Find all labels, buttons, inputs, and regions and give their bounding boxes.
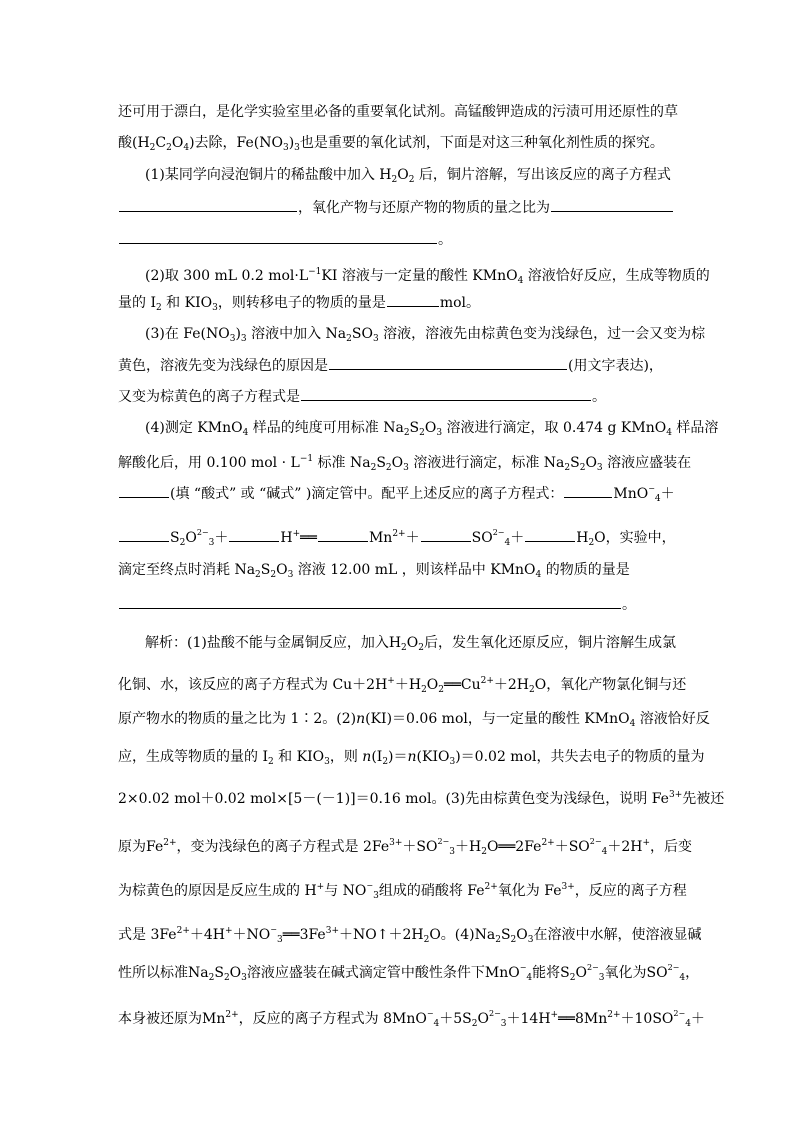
subscript: 2 <box>149 143 156 153</box>
text: ＋10SO <box>620 1011 674 1027</box>
superscript: 2+ <box>607 1010 621 1020</box>
subscript: 2 <box>155 303 162 313</box>
text: ，反应的离子方程 <box>574 883 687 899</box>
subscript: 2 <box>579 463 586 473</box>
text: 原产物水的物质的量之比为 1∶2。(2) <box>118 711 357 727</box>
superscript: + <box>550 1010 559 1020</box>
text-line <box>118 747 704 767</box>
text: S <box>170 530 180 546</box>
text: 后，发生氧化还原反应，铜片溶解生成氯 <box>424 635 676 651</box>
text: 式是 3Fe <box>118 927 177 943</box>
subscript: 2 <box>208 973 215 983</box>
text: SO <box>471 530 493 546</box>
text: S <box>376 455 386 471</box>
text: ＋H <box>394 677 422 693</box>
text-line <box>118 483 675 503</box>
subscript: 3 <box>449 757 456 767</box>
question-2-line <box>145 262 710 286</box>
subscript: 4 <box>183 143 190 153</box>
text-line <box>118 1005 705 1029</box>
text: O <box>229 965 242 981</box>
text: 应，生成等物质的量的 I <box>118 749 268 765</box>
text: S <box>260 562 271 578</box>
text: O <box>426 677 439 693</box>
text: 溶液进行滴定，取 0.474 g KMnO <box>442 420 667 436</box>
subscript: 4 <box>601 847 608 857</box>
superscript: 3+ <box>668 790 683 800</box>
text: O。(4)Na <box>429 927 496 943</box>
text: ＋NO↑＋2H <box>339 927 424 943</box>
text: S <box>409 420 420 436</box>
subscript: 3 <box>596 463 603 473</box>
text: ＋H <box>455 839 482 855</box>
question-4-line <box>145 418 718 438</box>
text: (3)在 Fe(NO <box>145 326 230 342</box>
subscript: 2 <box>346 334 352 344</box>
text: O <box>171 135 184 151</box>
charge: 2− <box>673 1009 686 1018</box>
text-line <box>118 560 630 580</box>
text: (KI)＝0.06 mol，与一定量的酸性 KMnO <box>365 711 630 727</box>
subscript: 3 <box>449 847 455 857</box>
text: 溶液进行滴定，标准 Na <box>408 455 565 471</box>
text: ══Cu <box>444 677 481 693</box>
italic-symbol: n <box>356 711 366 727</box>
text-line <box>118 594 636 614</box>
text: 黄色，溶液先变为浅绿色的原因是 <box>118 358 328 374</box>
subscript: 2 <box>401 643 407 653</box>
text: SO <box>351 326 373 342</box>
text: 量的 I <box>118 295 156 311</box>
text: ＋SO <box>554 839 590 855</box>
subscript: 2 <box>471 1019 478 1029</box>
subscript: 2 <box>569 973 576 983</box>
text: O <box>185 530 197 546</box>
text: O <box>585 455 597 471</box>
subscript: 3 <box>276 935 283 945</box>
subscript: 4 <box>504 538 511 548</box>
subscript: 3 <box>240 334 247 344</box>
text: O <box>397 167 409 183</box>
text-line <box>118 833 692 857</box>
subscript: 2 <box>179 538 186 548</box>
subscript: 3 <box>372 334 379 344</box>
text: 能将S <box>532 965 570 981</box>
text: )＝0.02 mol，共失去电子的物质的量为 <box>455 749 705 765</box>
text: 原为Fe <box>118 839 164 855</box>
answer-blank[interactable] <box>119 229 437 244</box>
subscript: 2 <box>419 428 425 438</box>
text: 样品溶 <box>671 420 719 436</box>
subscript: 4 <box>685 1019 691 1029</box>
subscript: 2 <box>421 685 427 695</box>
italic-symbol: n <box>362 749 372 765</box>
subscript: 2 <box>223 973 230 983</box>
text: 性所以标准Na <box>118 965 209 981</box>
charge: 2− <box>589 837 602 846</box>
text: O <box>477 1011 489 1027</box>
question-1-line <box>145 165 671 185</box>
superscript: + <box>225 926 233 936</box>
text: 酸(H <box>118 135 150 151</box>
text: O <box>575 965 587 981</box>
subscript: 4 <box>666 428 672 438</box>
subscript: 3 <box>241 973 247 983</box>
superscript: −1 <box>308 267 322 277</box>
text: 本身被还原为Mn <box>118 1011 226 1027</box>
text: ＋4H <box>189 927 225 943</box>
text: 溶液应盛装在 <box>602 455 692 471</box>
subscript: 3 <box>208 538 215 548</box>
subscript: 3 <box>324 757 330 767</box>
text: (用文字表达)， <box>568 358 663 374</box>
answer-blank[interactable] <box>421 527 471 542</box>
text: 还可用于漂白，是化学实验室里必备的重要氧化试剂。高锰酸钾造成的污渍可用还原性的草 <box>118 104 678 120</box>
charge: 2− <box>196 528 209 537</box>
subscript: 3 <box>212 303 218 313</box>
subscript: 4 <box>629 719 636 729</box>
text: O <box>276 562 288 578</box>
text: ，变为浅绿色的离子方程式是 2Fe <box>176 839 390 855</box>
text: 标准 Na <box>313 455 371 471</box>
answer-blank[interactable] <box>329 355 567 370</box>
text: 溶液 12.00 mL ，则该样品中 KMnO <box>293 562 536 578</box>
text: 先被还 <box>682 791 725 807</box>
text: 。 <box>622 597 636 613</box>
text: Mn <box>368 530 393 546</box>
text: ＋2H <box>607 839 643 855</box>
text: 氧化为 Fe <box>497 883 562 899</box>
subscript: 2 <box>510 935 517 945</box>
text: (填 “酸式” 或 “碱式” )滴定管中。配平上述反应的离子方程式： <box>170 486 564 502</box>
text: 滴定至终点时消耗 Na <box>118 562 256 578</box>
superscript: + <box>292 529 301 539</box>
charge: − <box>519 963 527 972</box>
answer-blank[interactable] <box>119 594 621 609</box>
superscript: 3+ <box>325 926 339 936</box>
subscript: 3 <box>403 463 409 473</box>
charge: 2− <box>667 963 680 972</box>
text: 氧化为SO <box>604 965 668 981</box>
subscript: 2 <box>267 757 274 767</box>
text: 和 KIO <box>273 749 325 765</box>
subscript: 3 <box>500 1019 507 1029</box>
subscript: 3 <box>373 891 379 901</box>
text: O <box>391 455 404 471</box>
text: ，氧化产物与还原产物的物质的量之比为 <box>298 200 550 216</box>
text: ＋SO <box>402 839 438 855</box>
charge: 2− <box>586 963 599 972</box>
charge: − <box>426 1009 434 1018</box>
text: ) <box>235 326 241 342</box>
text-line <box>118 133 664 153</box>
text: 溶液恰好反 <box>635 711 710 727</box>
answer-blank[interactable] <box>525 527 575 542</box>
text: 溶液应盛装在碱式滴定管中酸性条件下MnO <box>246 965 520 981</box>
charge: − <box>648 484 655 493</box>
text: ，反应的离子方程式为 8MnO <box>238 1011 427 1027</box>
analysis-line <box>145 633 676 653</box>
text: ＋2H <box>493 677 530 693</box>
subscript: 2 <box>564 463 571 473</box>
text-line <box>118 229 452 249</box>
text: 。 <box>592 389 606 405</box>
subscript: 3 <box>287 570 294 580</box>
subscript: 2 <box>588 538 595 548</box>
answer-blank[interactable] <box>119 197 297 212</box>
text: (I <box>371 749 383 765</box>
superscript: + <box>642 838 650 848</box>
text-line <box>118 449 692 473</box>
subscript: 3 <box>229 334 236 344</box>
answer-blank[interactable] <box>119 483 169 498</box>
superscript: 2+ <box>541 838 555 848</box>
text: 溶液中加入 Na <box>246 326 347 342</box>
subscript: 4 <box>535 570 542 580</box>
text: 与 NO <box>324 883 367 899</box>
text: S <box>214 965 224 981</box>
text: 。 <box>438 232 452 248</box>
text: 为棕黄色的原因是反应生成的 H <box>118 883 317 899</box>
text-line <box>118 709 710 729</box>
superscript: 2+ <box>484 882 498 892</box>
answer-blank[interactable] <box>564 483 612 498</box>
text: 后，铜片溶解，写出该反应的离子方程式 <box>414 167 671 183</box>
text: )＝ <box>388 749 408 765</box>
superscript: 2+ <box>176 926 190 936</box>
subscript: 4 <box>526 973 533 983</box>
subscript: 2 <box>382 757 389 767</box>
superscript: 3+ <box>389 838 403 848</box>
subscript: 4 <box>679 973 686 983</box>
text-line <box>118 386 606 406</box>
text-line <box>118 355 663 375</box>
text: ，则转移电子的物质的量是 <box>217 295 386 311</box>
text: H <box>280 530 293 546</box>
text: 解析：(1)盐酸不能与金属铜反应，加入H <box>145 635 402 651</box>
charge: − <box>366 881 374 890</box>
text: H <box>576 530 589 546</box>
text: O <box>424 420 437 436</box>
answer-blank[interactable] <box>119 527 169 542</box>
text-line <box>118 524 676 548</box>
text: KI 溶液与一定量的酸性 KMnO <box>321 268 518 284</box>
answer-blank[interactable] <box>301 386 591 401</box>
subscript: 2 <box>255 570 261 580</box>
text-line <box>118 877 687 901</box>
text: ══ <box>300 530 317 546</box>
answer-blank[interactable] <box>229 527 279 542</box>
text: ＋5S <box>439 1011 472 1027</box>
text: ＋ <box>660 486 675 502</box>
answer-blank[interactable] <box>318 527 368 542</box>
text: 的物质的量是 <box>541 562 630 578</box>
text: 样品的纯度可用标准 Na <box>248 420 404 436</box>
text-line <box>118 963 699 983</box>
text: (1)某同学向浸泡铜片的稀盐酸中加入 H <box>145 167 392 183</box>
subscript: 2 <box>438 685 445 695</box>
text: 在溶液中水解，使溶液显碱 <box>533 927 702 943</box>
text: 又变为棕黄色的离子方程式是 <box>118 389 300 405</box>
subscript: 4 <box>433 1019 440 1029</box>
subscript: 2 <box>495 935 501 945</box>
subscript: 2 <box>391 175 398 185</box>
subscript: 2 <box>270 570 277 580</box>
superscript: 2+ <box>480 676 494 686</box>
text: ＋14H <box>506 1011 551 1027</box>
subscript: 2 <box>403 428 410 438</box>
subscript: 4 <box>654 494 661 504</box>
subscript: 4 <box>517 276 524 286</box>
subscript: 3 <box>282 143 289 153</box>
text: ＋ <box>214 530 229 546</box>
subscript: 3 <box>527 935 534 945</box>
text-line <box>118 102 678 122</box>
superscript: −1 <box>299 454 314 464</box>
text: ══8Mn <box>558 1011 608 1027</box>
text: ＋ <box>510 530 525 546</box>
superscript: + <box>316 882 325 892</box>
text: 也是重要的氧化试剂，下面是对这三种氧化剂性质的探究。 <box>299 135 664 151</box>
text: O <box>516 927 528 943</box>
subscript: 2 <box>529 685 535 695</box>
subscript: 2 <box>481 847 487 857</box>
answer-blank[interactable] <box>551 197 673 212</box>
text: O，实验中， <box>594 530 676 546</box>
subscript: 2 <box>408 175 415 185</box>
italic-symbol: n <box>407 749 417 765</box>
subscript: 3 <box>294 143 300 153</box>
text-line <box>118 671 687 695</box>
text: 化铜、水，该反应的离子方程式为 Cu＋2H <box>118 677 388 693</box>
text: (4)测定 KMnO <box>145 420 243 436</box>
text: S <box>570 455 580 471</box>
text: ，后变 <box>650 839 692 855</box>
charge: 2− <box>492 528 505 537</box>
text: O，氧化产物氯化铜与还 <box>534 677 687 693</box>
text: 溶液恰好反应，生成等物质的 <box>523 268 710 284</box>
text-line <box>118 197 674 217</box>
text: (2)取 300 mL 0.2 mol·L <box>145 268 309 284</box>
text: mol。 <box>439 295 481 311</box>
question-3-line <box>145 324 705 344</box>
text: ＋ <box>405 530 420 546</box>
charge: 2− <box>437 837 450 846</box>
superscript: 2+ <box>163 838 177 848</box>
text: ) <box>288 135 295 151</box>
text: 和 KIO <box>161 295 213 311</box>
charge: − <box>270 925 277 934</box>
superscript: + <box>387 676 395 686</box>
text: O <box>406 635 419 651</box>
answer-blank[interactable] <box>387 292 439 307</box>
text: ，则 <box>329 749 363 765</box>
text-line <box>118 921 702 945</box>
text: C <box>155 135 167 151</box>
text: ＋ <box>690 1011 705 1027</box>
text: ＋NO <box>232 927 271 943</box>
subscript: 2 <box>423 935 430 945</box>
subscript: 3 <box>598 973 605 983</box>
text: 2×0.02 mol＋0.02 mol×[5－(－1)]＝0.16 mol。(3)先由棕黄色变为浅绿色，说明 Fe <box>118 791 669 807</box>
text-line <box>118 785 724 805</box>
subscript: 2 <box>418 643 424 653</box>
text: ══3Fe <box>282 927 326 943</box>
text: 解酸化后，用 0.100 mol · L <box>118 455 300 471</box>
text-line <box>118 292 480 312</box>
text: )去除，Fe(NO <box>189 135 283 151</box>
text: ， <box>685 965 700 981</box>
charge: 2− <box>488 1009 501 1018</box>
superscript: 2+ <box>225 1010 239 1020</box>
superscript: 2+ <box>392 529 406 539</box>
subscript: 2 <box>166 143 172 153</box>
text: 组成的硝酸将 Fe <box>378 883 485 899</box>
text: O══2Fe <box>486 839 542 855</box>
subscript: 2 <box>385 463 392 473</box>
subscript: 4 <box>242 428 249 438</box>
text: S <box>500 927 511 943</box>
text: MnO <box>613 486 649 502</box>
subscript: 2 <box>370 463 377 473</box>
superscript: 3+ <box>561 882 575 892</box>
text: 溶液，溶液先由棕黄色变为浅绿色，过一会又变为棕 <box>378 326 706 342</box>
text: (KIO <box>416 749 450 765</box>
subscript: 3 <box>436 428 443 438</box>
